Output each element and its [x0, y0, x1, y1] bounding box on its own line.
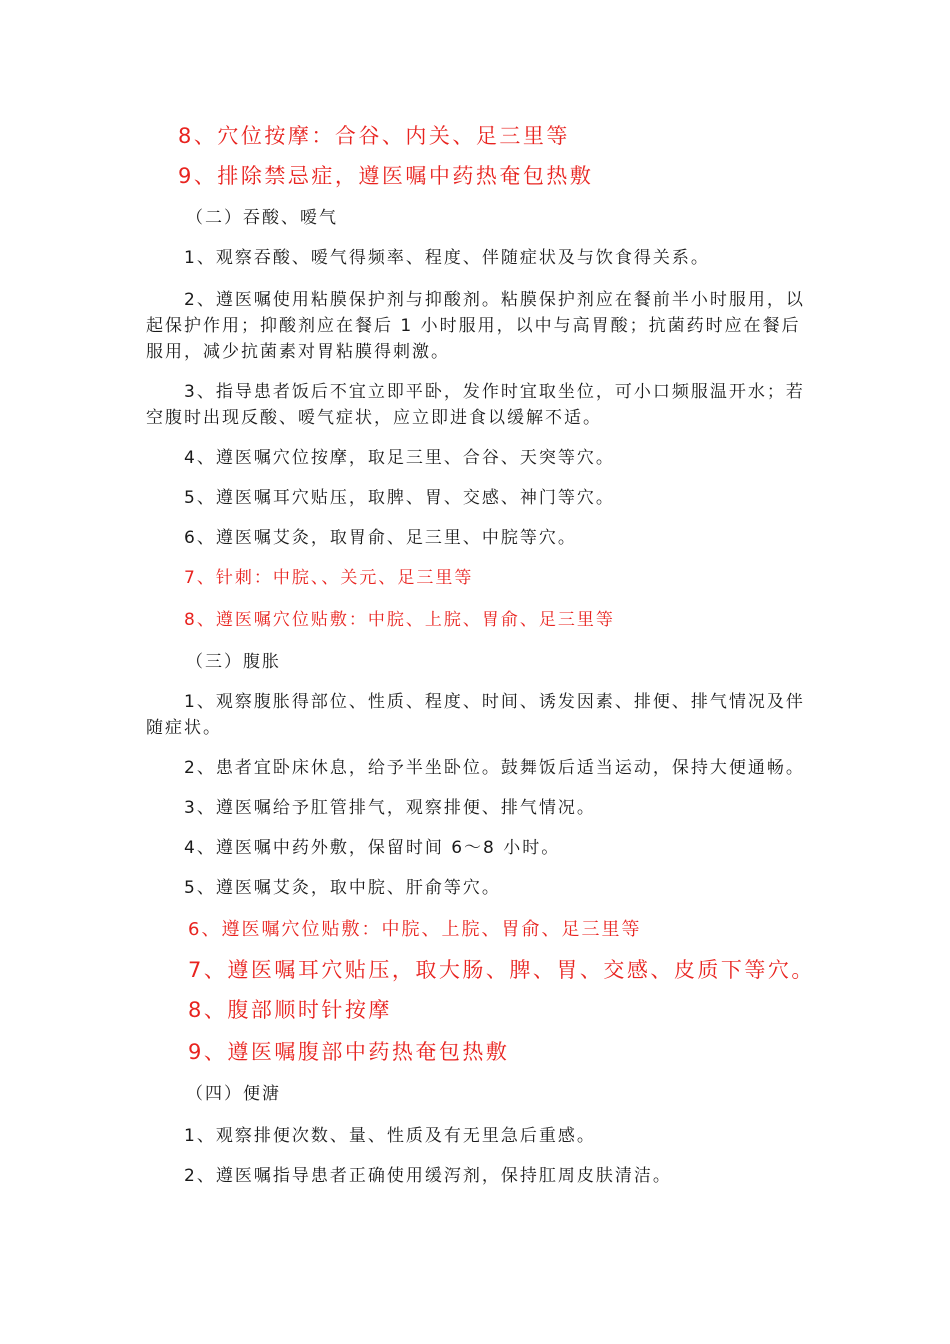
- acid-item-6: 6、遵医嘱艾灸，取胃俞、足三里、中脘等穴。: [184, 528, 577, 548]
- acid-item-2-line2: 起保护作用；抑酸剂应在餐后 1 小时服用，以中与高胃酸；抗菌药时应在餐后: [146, 316, 801, 336]
- bloating-item-2: 2、患者宜卧床休息，给予半坐卧位。鼓舞饭后适当运动，保持大便通畅。: [184, 758, 805, 778]
- acid-item-3-line2: 空腹时出现反酸、嗳气症状，应立即进食以缓解不适。: [146, 408, 602, 428]
- acid-item-2-line3: 服用，减少抗菌素对胃粘膜得刺激。: [146, 342, 450, 362]
- section-heading-loose-stool: （四）便溏: [186, 1084, 281, 1104]
- acid-item-3-line1: 3、指导患者饭后不宜立即平卧，发作时宜取坐位，可小口频服温开水；若: [184, 382, 805, 402]
- acid-item-7: 7、针刺：中脘、、关元、足三里等: [184, 568, 474, 588]
- bloating-item-9: 9、遵医嘱腹部中药热奄包热敷: [188, 1040, 510, 1064]
- bloating-item-6: 6、遵医嘱穴位贴敷：中脘、上脘、胃俞、足三里等: [188, 919, 642, 940]
- acid-item-5: 5、遵医嘱耳穴贴压，取脾、胃、交感、神门等穴。: [184, 488, 615, 508]
- bloating-item-8: 8、腹部顺时针按摩: [188, 998, 392, 1022]
- section-heading-acid-reflux: （二）吞酸、嗳气: [186, 208, 338, 228]
- acid-item-8: 8、遵医嘱穴位贴敷：中脘、上脘、胃俞、足三里等: [184, 610, 615, 630]
- line-8-acupoint-massage: 8、穴位按摩：合谷、内关、足三里等: [178, 124, 570, 148]
- stool-item-2: 2、遵医嘱指导患者正确使用缓泻剂，保持肛周皮肤清洁。: [184, 1166, 672, 1186]
- acid-item-1: 1、观察吞酸、嗳气得频率、程度、伴随症状及与饮食得关系。: [184, 248, 710, 268]
- acid-item-4: 4、遵医嘱穴位按摩，取足三里、合谷、天突等穴。: [184, 448, 615, 468]
- bloating-item-3: 3、遵医嘱给予肛管排气，观察排便、排气情况。: [184, 798, 596, 818]
- bloating-item-1-line1: 1、观察腹胀得部位、性质、程度、时间、诱发因素、排便、排气情况及伴: [184, 692, 805, 712]
- acid-item-2-line1: 2、遵医嘱使用粘膜保护剂与抑酸剂。粘膜保护剂应在餐前半小时服用，以: [184, 290, 805, 310]
- bloating-item-1-line2: 随症状。: [146, 718, 222, 738]
- bloating-item-7: 7、遵医嘱耳穴贴压，取大肠、脾、胃、交感、皮质下等穴。: [188, 958, 815, 982]
- stool-item-1: 1、观察排便次数、量、性质及有无里急后重感。: [184, 1126, 596, 1146]
- bloating-item-4: 4、遵医嘱中药外敷，保留时间 6～8 小时。: [184, 838, 561, 858]
- section-heading-bloating: （三）腹胀: [186, 652, 281, 672]
- bloating-item-5: 5、遵医嘱艾灸，取中脘、肝俞等穴。: [184, 878, 501, 898]
- line-9-hot-compress: 9、排除禁忌症，遵医嘱中药热奄包热敷: [178, 164, 594, 188]
